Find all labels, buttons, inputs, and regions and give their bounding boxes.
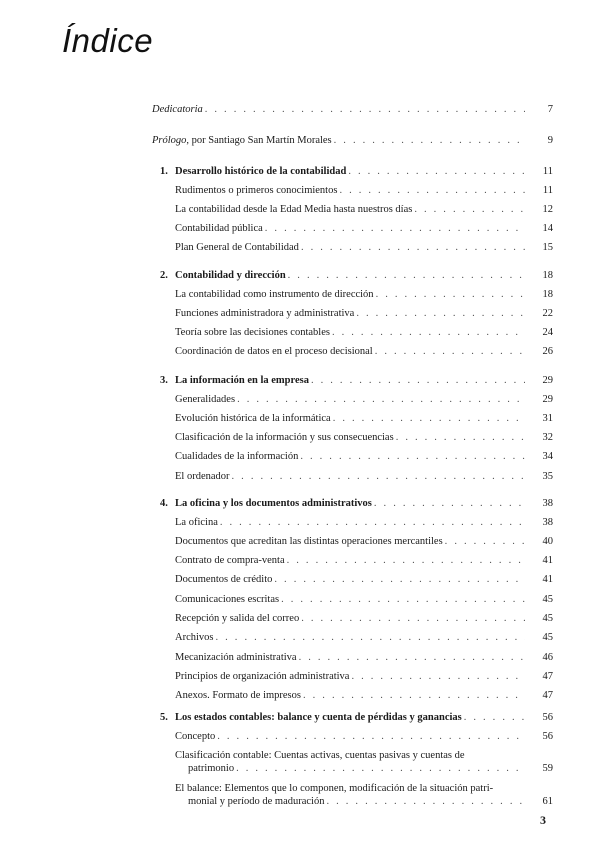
toc-label-text: Comunicaciones escritas	[175, 593, 280, 605]
toc-label-text: Coordinación de datos en el proceso decisional	[175, 346, 373, 358]
toc-line	[175, 203, 525, 216]
toc-label-text: Documentos que acreditan las distintas operaciones mercantiles	[175, 535, 443, 547]
chapter-number: 5.	[160, 712, 168, 723]
toc-label	[175, 730, 217, 743]
toc-line	[175, 326, 525, 339]
toc-line	[175, 222, 525, 235]
toc-label-text: Generalidades	[175, 393, 236, 405]
toc-label-text: La contabilidad como instrumento de dirección	[175, 288, 374, 300]
toc-page: 35	[542, 470, 553, 482]
toc-label	[175, 269, 288, 282]
toc-label	[175, 711, 464, 724]
toc-label	[175, 203, 414, 216]
toc-line	[175, 412, 525, 425]
toc-page: 15	[542, 242, 553, 254]
toc-line	[175, 711, 525, 724]
toc-page: 11	[542, 166, 553, 177]
chapter-title: La información en la empresa	[175, 375, 309, 386]
toc-leader-dots	[334, 134, 525, 147]
toc-label	[175, 374, 311, 387]
toc-leader-dots	[205, 103, 525, 116]
toc-leader-dots	[311, 374, 525, 387]
toc-line	[175, 470, 525, 483]
toc-leader-dots	[287, 554, 525, 567]
toc-label-text: Plan General de Contabilidad	[175, 242, 299, 254]
toc-line	[175, 689, 525, 702]
toc-line	[175, 393, 525, 406]
toc-label-rest: , por Santiago San Martín Morales	[186, 135, 332, 146]
toc-page: 32	[542, 432, 553, 444]
toc-label-text: monial y período de maduración	[188, 796, 325, 808]
toc-page: 24	[542, 327, 553, 339]
toc-page: 47	[542, 690, 553, 702]
toc-label	[175, 516, 220, 529]
toc-line	[175, 651, 525, 664]
toc-leader-dots	[303, 689, 525, 702]
toc-page: 7	[547, 104, 553, 115]
toc-label	[188, 795, 326, 808]
toc-leader-dots	[216, 631, 526, 644]
toc-page: 11	[542, 184, 553, 196]
toc-label	[152, 103, 205, 116]
page-number: 3	[540, 813, 546, 827]
toc-label-text: Funciones administradora y administrativa	[175, 307, 355, 319]
chapter-number: 1.	[160, 166, 168, 177]
toc-page: 29	[542, 393, 553, 405]
toc-page: 45	[542, 613, 553, 624]
toc-label-text: Recepción y salida del correo	[175, 613, 300, 624]
toc-leader-dots	[217, 730, 525, 743]
toc-leader-dots	[356, 307, 525, 320]
toc-label	[188, 762, 236, 775]
toc-leader-dots	[326, 795, 525, 808]
chapter-title: La oficina y los documentos administrativos	[175, 498, 372, 509]
toc-label-text: Archivos	[175, 632, 214, 644]
toc-label	[175, 241, 301, 254]
toc-label	[175, 670, 351, 683]
chapter-title: Los estados contables: balance y cuenta de pérdidas y ganancias	[175, 712, 462, 723]
toc-page: 41	[542, 574, 553, 586]
toc-label-text: Documentos de crédito	[175, 574, 273, 586]
toc-page: 18	[542, 270, 553, 281]
toc-leader-dots	[232, 470, 525, 483]
toc-label	[175, 288, 376, 301]
toc-line	[175, 450, 525, 463]
toc-label-text: Concepto	[175, 730, 216, 742]
toc-line	[175, 516, 525, 529]
toc-page: 9	[547, 135, 553, 146]
toc-line	[175, 612, 525, 625]
toc-line	[175, 374, 525, 387]
toc-line	[175, 345, 525, 358]
toc-page: 38	[542, 516, 553, 528]
toc-label-text: Contrato de compra-venta	[175, 555, 285, 567]
page-title: Índice	[62, 22, 154, 59]
toc-leader-dots	[376, 288, 525, 301]
toc-page: 47	[542, 670, 553, 682]
toc-page: 29	[542, 375, 553, 386]
toc-label-text: Clasificación contable: Cuentas activas, cuentas pasivas y cuentas de	[175, 749, 465, 761]
toc-leader-dots	[374, 497, 525, 510]
toc-page: 26	[542, 346, 553, 358]
toc-line	[175, 165, 525, 178]
toc-label-text: El balance: Elementos que lo componen, modificación de la situación patri-	[175, 782, 494, 794]
toc-leader-dots	[348, 165, 525, 178]
toc-page: 56	[542, 730, 553, 742]
toc-label	[175, 593, 281, 606]
toc-page: 22	[542, 307, 553, 319]
toc-leader-dots	[396, 431, 525, 444]
toc-leader-dots	[220, 516, 525, 529]
toc-leader-dots	[300, 450, 525, 463]
toc-leader-dots	[281, 593, 525, 606]
toc-label	[175, 326, 332, 339]
toc-line	[175, 670, 525, 683]
toc-leader-dots	[299, 651, 525, 664]
toc-line	[175, 730, 525, 743]
toc-label	[175, 554, 287, 567]
toc-page: 59	[542, 763, 553, 775]
toc-page: 38	[542, 498, 553, 509]
toc-line	[175, 573, 525, 586]
toc-label	[175, 497, 374, 510]
toc-page: 41	[542, 555, 553, 567]
toc-label-text: Principios de organización administrativa	[175, 670, 350, 682]
toc-leader-dots	[351, 670, 525, 683]
toc-label	[175, 412, 333, 425]
toc-label	[175, 431, 396, 444]
toc-line	[175, 288, 525, 301]
toc-label	[175, 689, 303, 702]
toc-line	[175, 307, 525, 320]
toc-label	[175, 535, 445, 548]
toc-line	[175, 554, 525, 567]
toc-line	[175, 593, 525, 606]
chapter-title: Contabilidad y dirección	[175, 270, 286, 281]
toc-label	[175, 222, 265, 235]
toc-label-text: Evolución histórica de la informática	[175, 412, 331, 424]
toc-label-text: La oficina	[175, 516, 218, 528]
toc-label-text: Cualidades de la información	[175, 451, 299, 463]
toc-page: 18	[542, 288, 553, 300]
toc-label	[175, 184, 339, 197]
toc-leader-dots	[288, 269, 525, 282]
toc-label-text: Rudimentos o primeros conocimientos	[175, 184, 338, 196]
toc-page: 56	[542, 712, 553, 723]
toc-leader-dots	[237, 393, 525, 406]
toc-leader-dots	[339, 184, 525, 197]
toc-leader-dots	[332, 326, 525, 339]
toc-label	[175, 393, 237, 406]
toc-leader-dots	[464, 711, 525, 724]
toc-label-text: Anexos. Formato de impresos	[175, 690, 301, 702]
toc-page: 12	[542, 203, 553, 215]
chapter-number: 3.	[160, 375, 168, 386]
toc-line	[188, 762, 525, 775]
toc-leader-dots	[301, 241, 525, 254]
toc-label	[175, 651, 299, 664]
toc-label	[175, 307, 356, 320]
toc-line	[175, 241, 525, 254]
chapter-number: 4.	[160, 498, 168, 509]
toc-label	[175, 165, 348, 178]
toc-label-italic: Prólogo	[152, 135, 187, 146]
toc-label	[175, 631, 216, 644]
toc-page: 46	[542, 651, 553, 663]
toc-page: 40	[542, 535, 553, 547]
toc-page: 31	[542, 412, 553, 424]
toc-leader-dots	[301, 612, 525, 625]
toc-label	[175, 612, 301, 625]
toc-leader-dots	[265, 222, 525, 235]
toc-line	[175, 431, 525, 444]
toc-leader-dots	[445, 535, 525, 548]
toc-line	[175, 631, 525, 644]
toc-label	[175, 450, 300, 463]
toc-leader-dots	[375, 345, 525, 358]
toc-line	[152, 134, 525, 147]
toc-label	[175, 573, 274, 586]
toc-label-text: El ordenador	[175, 470, 230, 482]
toc-label	[175, 345, 375, 358]
toc-line	[152, 103, 525, 116]
chapter-number: 2.	[160, 270, 168, 281]
toc-label	[152, 134, 334, 147]
toc-line	[188, 795, 525, 808]
toc-label-text: Mecanización administrativa	[175, 651, 297, 663]
toc-page: 45	[542, 632, 553, 644]
toc-page: 14	[542, 223, 553, 235]
toc-leader-dots	[274, 573, 525, 586]
toc-leader-dots	[236, 762, 525, 775]
toc-label-text: Contabilidad pública	[175, 223, 263, 235]
toc-label-text: patrimonio	[188, 763, 235, 775]
toc-page: 34	[542, 451, 553, 463]
chapter-title: Desarrollo histórico de la contabilidad	[175, 166, 347, 177]
toc-label	[175, 470, 232, 483]
toc-line	[175, 269, 525, 282]
toc-line	[175, 184, 525, 197]
toc-leader-dots	[333, 412, 525, 425]
toc-page: 61	[542, 796, 553, 808]
toc-line	[175, 535, 525, 548]
toc-label-text: Clasificación de la información y sus consecuencias	[175, 432, 394, 444]
toc-line	[175, 497, 525, 510]
toc-label-text: Dedicatoria	[152, 104, 203, 115]
toc-page: 45	[542, 593, 553, 605]
toc-label-text: Teoría sobre las decisiones contables	[175, 327, 330, 339]
toc-label-text: La contabilidad desde la Edad Media hasta nuestros días	[175, 203, 413, 215]
toc-leader-dots	[414, 203, 525, 216]
